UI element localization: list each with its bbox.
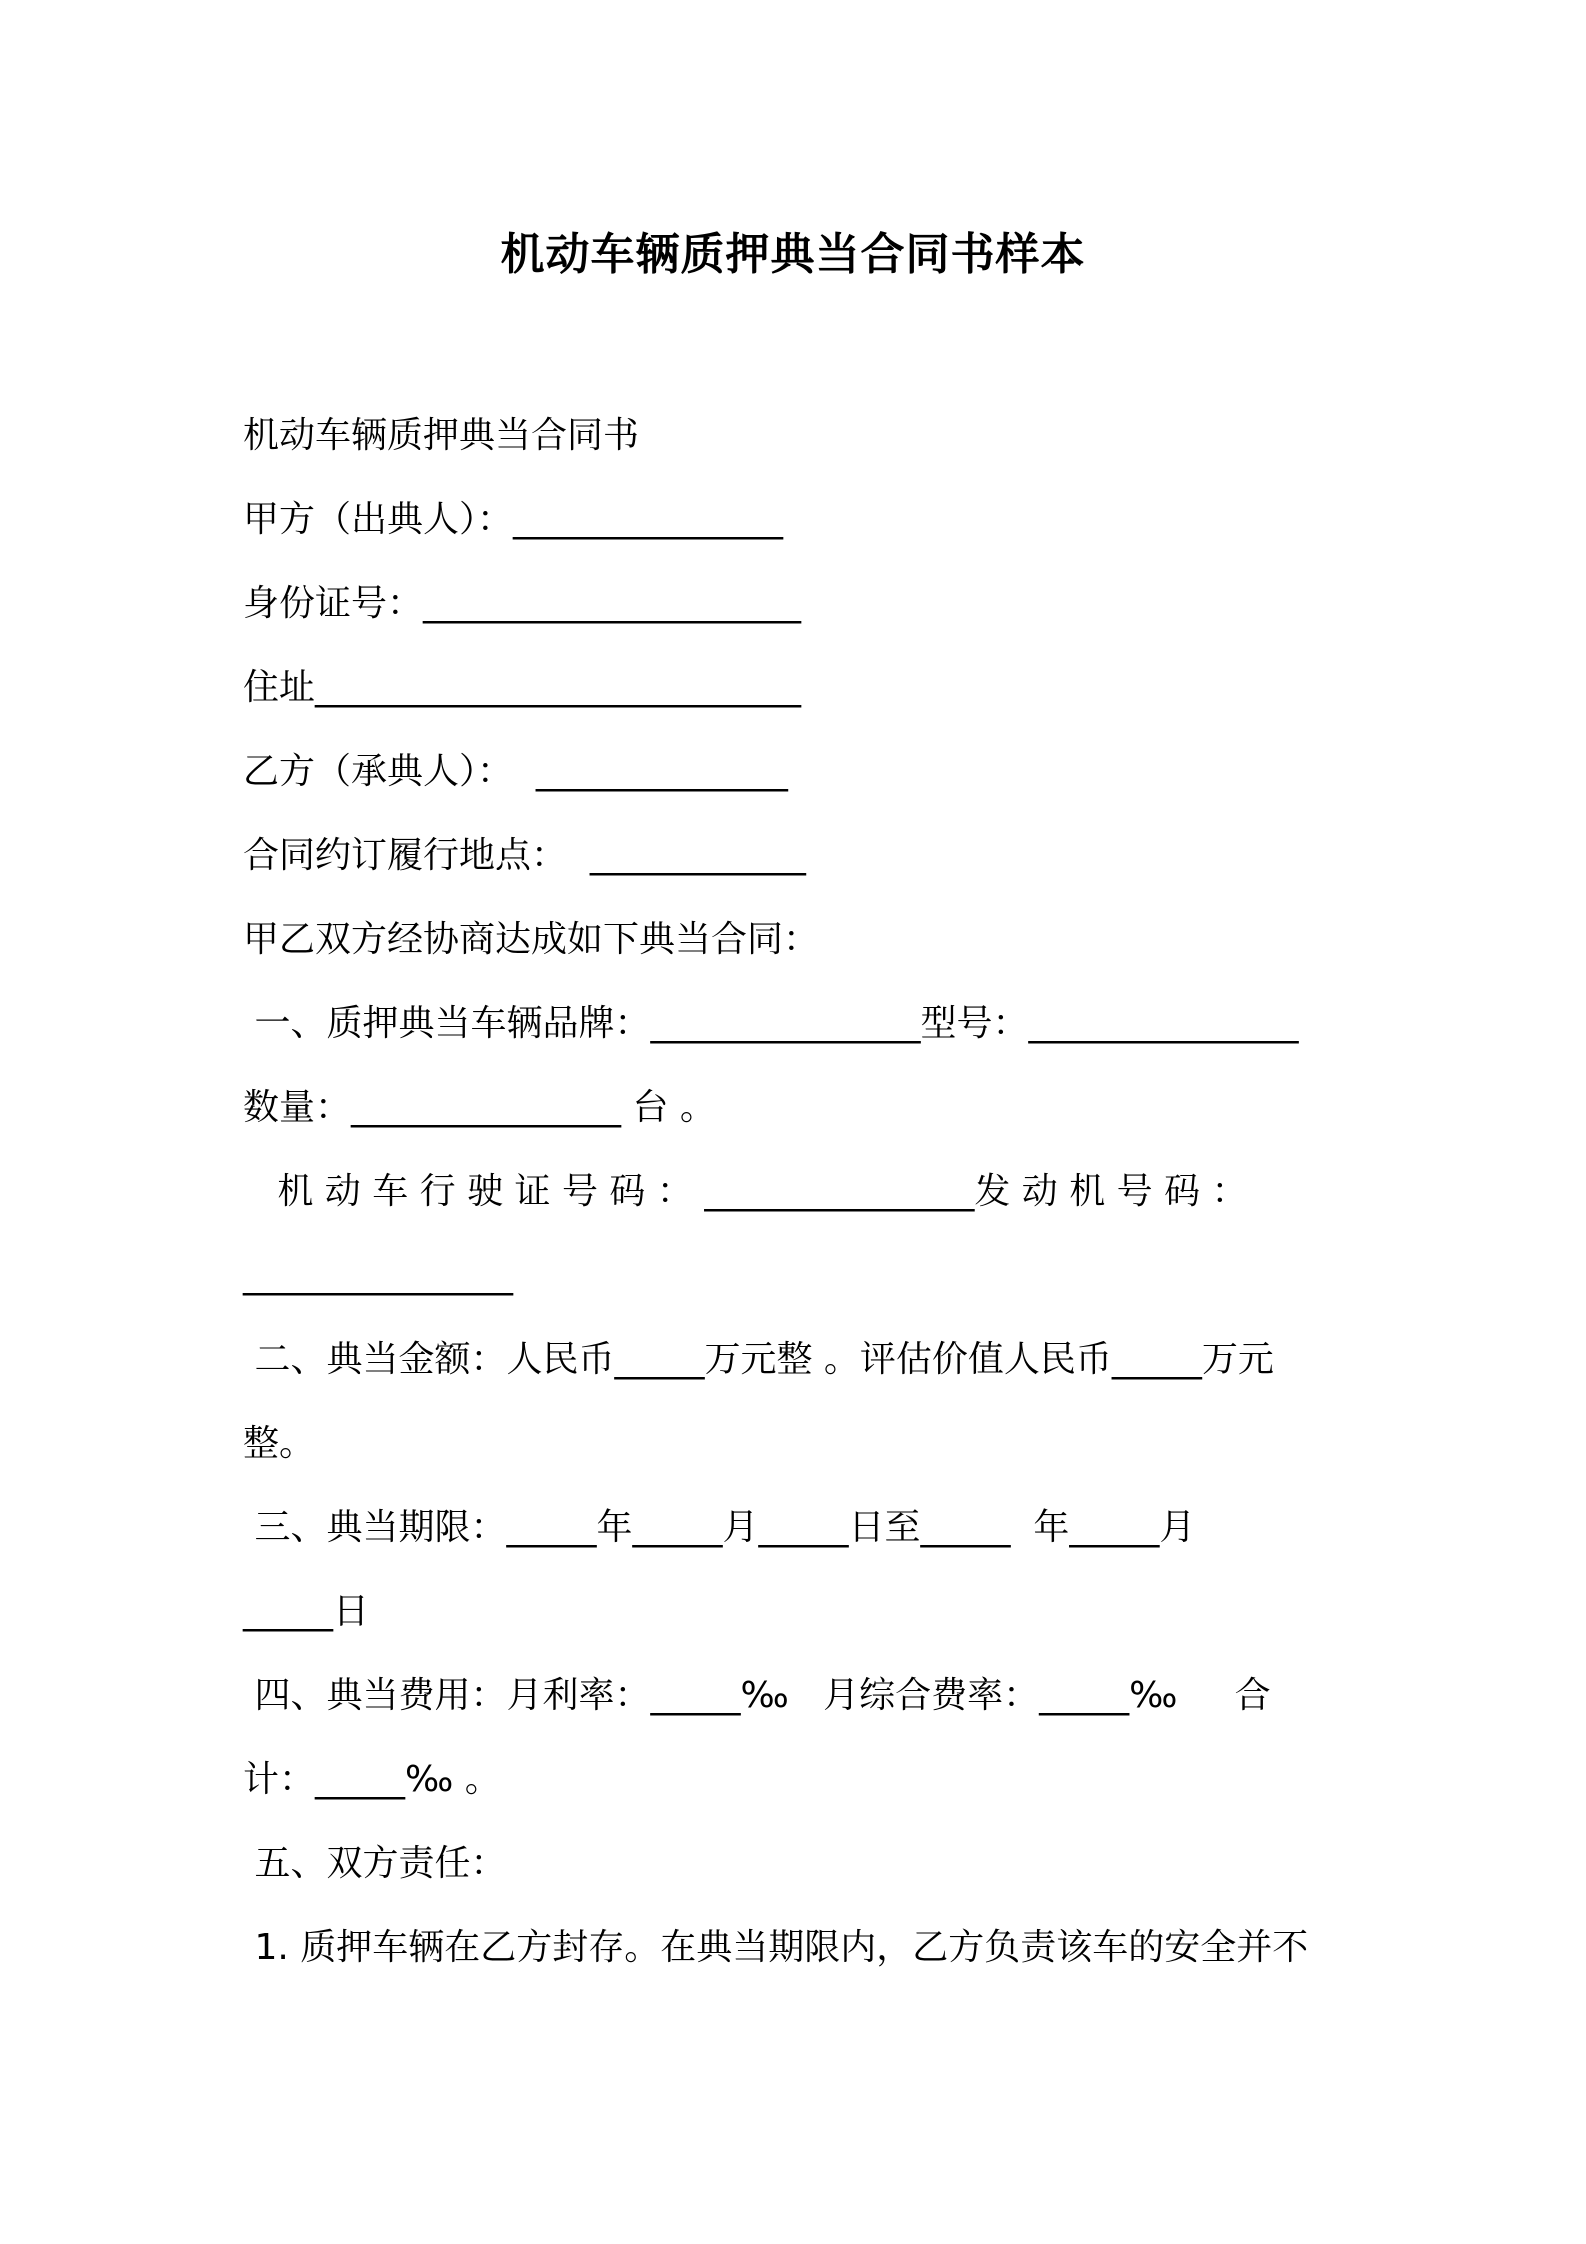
agreement-intro-line: 甲乙双方经协商达成如下典当合同：: [243, 919, 820, 960]
clause-2-amount-cont: 整。: [243, 1423, 316, 1464]
clause-2-amount: 二、典当金额：人民币_____万元整 。评估价值人民币_____万元: [243, 1339, 1274, 1380]
clause-3-term-cont: _____日: [243, 1591, 370, 1632]
party-b-line: 乙方（承典人）： ______________: [243, 751, 788, 792]
clause-5-item-1: 1. 质押车辆在乙方封存。在典当期限内，乙方负责该车的安全并不: [243, 1927, 1309, 1968]
performance-place-line: 合同约订履行地点： ____________: [243, 835, 806, 876]
clause-1-engine-blank: _______________: [243, 1255, 513, 1296]
id-number-line: 身份证号：_____________________: [243, 583, 802, 624]
clause-3-term: 三、典当期限：_____年_____月_____日至_____ 年_____月: [243, 1507, 1196, 1548]
clause-4-fees-cont: 计：_____‰ 。: [243, 1759, 501, 1800]
clause-1-vehicle-brand: 一、质押典当车辆品牌：_______________型号：_______________: [243, 1003, 1299, 1044]
party-a-line: 甲方（出典人）：_______________: [243, 499, 784, 540]
clause-1-license-engine: 机 动 车 行 驶 证 号 码 ： _______________发 动 机 号 码 ：: [243, 1171, 1248, 1212]
clause-5-heading: 五、双方责任：: [243, 1843, 507, 1884]
document-title: 机动车辆质押典当合同书样本: [500, 229, 1086, 280]
address-line: 住址___________________________: [243, 667, 801, 708]
clause-4-fees: 四、典当费用：月利率：_____‰ 月综合费率：_____‰ 合: [243, 1675, 1271, 1716]
clause-1-quantity: 数量：_______________ 台 。: [243, 1087, 716, 1128]
contract-heading: 机动车辆质押典当合同书: [243, 415, 640, 456]
